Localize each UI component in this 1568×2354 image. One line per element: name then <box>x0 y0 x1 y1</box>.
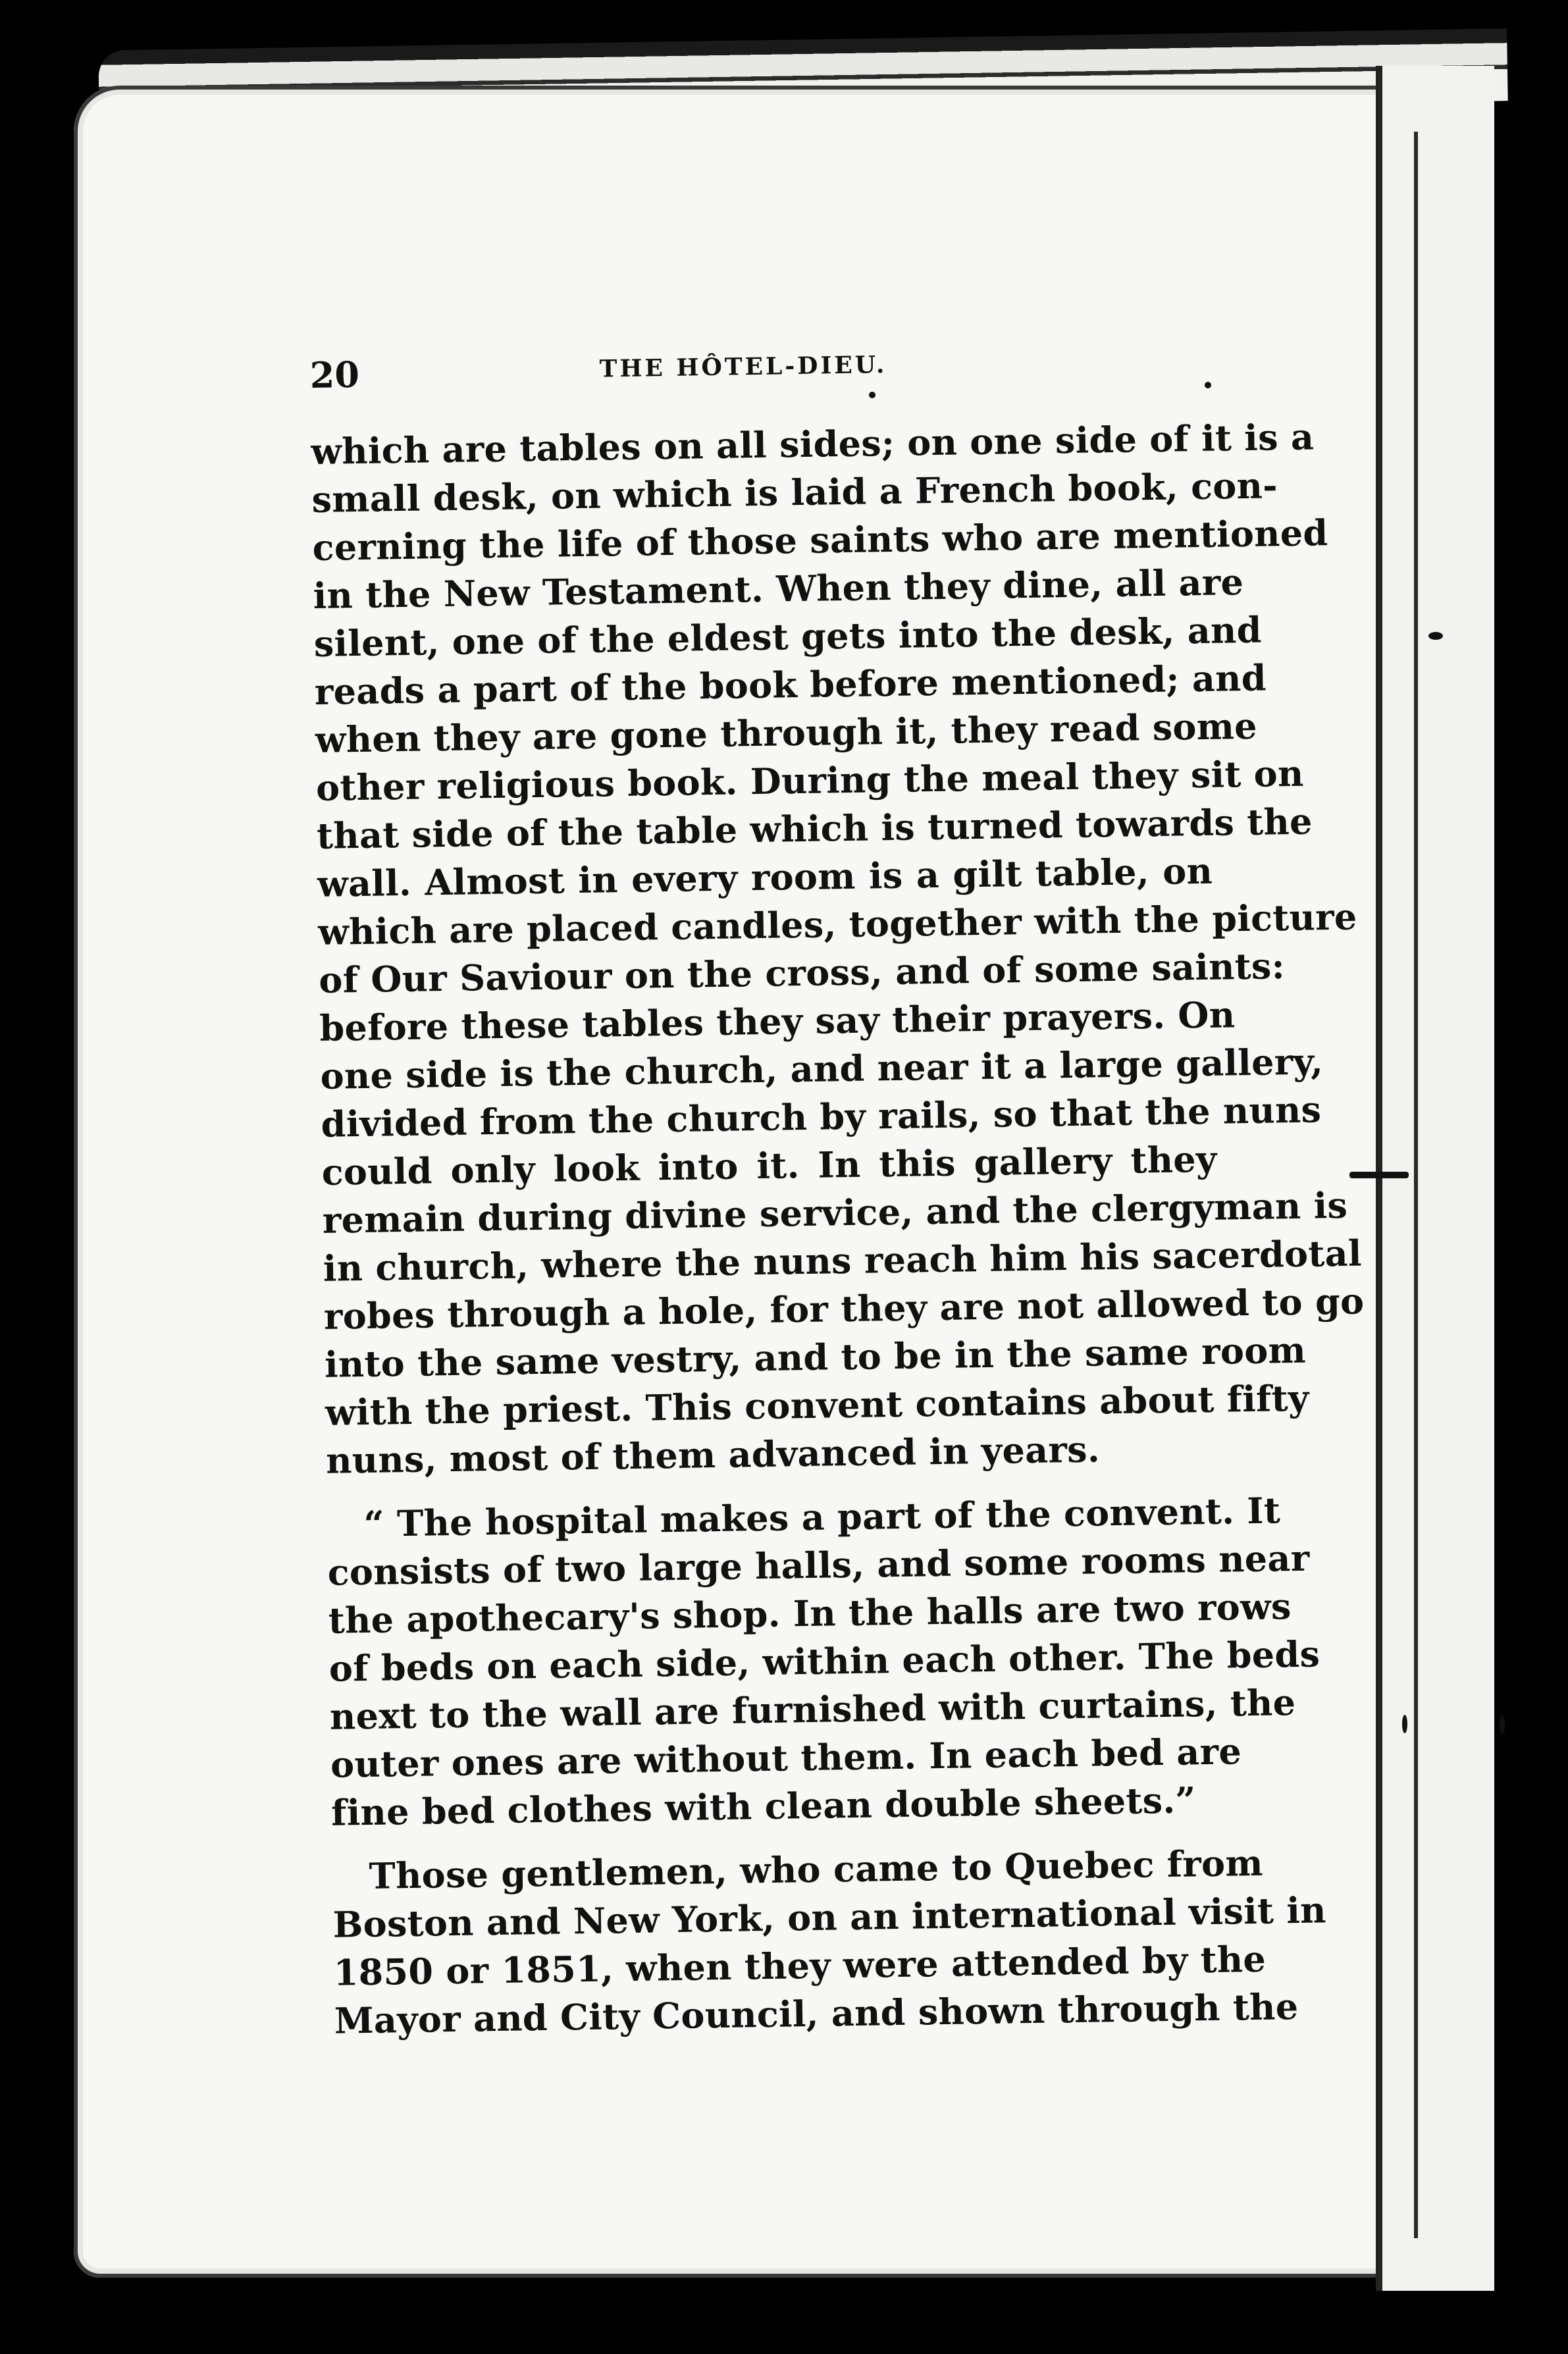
text-line: next to the wall are furnished with curtains, the <box>329 1681 1296 1738</box>
text-line: small desk, on which is laid a French book, con- <box>311 464 1278 521</box>
facing-page-edge <box>1376 66 1494 2291</box>
text-line: when they are gone through it, they read some <box>315 704 1258 761</box>
text-line: wall. Almost in every room is a gilt table, on <box>317 849 1213 905</box>
text-line: of Our Saviour on the cross, and of some saints: <box>318 945 1286 1001</box>
text-line: divided from the church by rails, so that the nuns <box>321 1088 1322 1145</box>
text-line: 1850 or 1851, when they were attended by the <box>333 1937 1267 1994</box>
page-content <box>309 329 1365 2045</box>
text-line: in the New Testament. When they dine, all are <box>313 560 1244 617</box>
text-line: reads a part of the book before mentioned; and <box>314 656 1267 713</box>
scan-speck <box>1500 1715 1505 1735</box>
text-line: Mayor and City Council, and shown through the <box>334 1985 1299 2042</box>
text-line: before these tables they say their prayers. On <box>319 993 1236 1049</box>
paragraph <box>327 1488 1320 1837</box>
text-line: one side is the church, and near it a large gallery, <box>320 1040 1324 1097</box>
text-line: Boston and New York, on an international visit in <box>332 1889 1327 1946</box>
text-line: “ The hospital makes a part of the convent. It <box>363 1489 1281 1545</box>
body-text <box>310 415 1365 2045</box>
scan-speck <box>1428 632 1443 640</box>
text-line: cerning the life of those saints who are mentioned <box>312 511 1328 569</box>
text-line: other religious book. During the meal they sit on <box>315 752 1304 809</box>
text-line: which are tables on all sides; on one side of it is a <box>310 415 1315 473</box>
text-line: robes through a hole, for they are not allowed to go <box>323 1280 1365 1338</box>
page-number: 20 <box>309 353 360 396</box>
text-line: nuns, most of them advanced in years. <box>325 1428 1101 1482</box>
scan-speck <box>1402 1715 1407 1733</box>
paragraph <box>310 415 1365 1485</box>
text-line: could only look into it. In this gallery they <box>321 1138 1218 1193</box>
text-line: in church, where the nuns reach him his sacerdotal <box>323 1232 1363 1290</box>
text-line: that side of the table which is turned towards the <box>316 800 1313 857</box>
text-line: remain during divine service, and the clergyman is <box>322 1184 1348 1242</box>
paragraph <box>332 1840 1327 2045</box>
text-line: Those gentlemen, who came to Quebec from <box>369 1841 1264 1897</box>
running-head: THE HÔTEL-DIEU. <box>599 350 887 383</box>
page-header <box>309 329 1205 402</box>
facing-page-rule <box>1414 132 1418 2238</box>
text-line: fine bed clothes with clean double sheets.” <box>330 1779 1197 1834</box>
text-line: with the priest. This convent contains about fifty <box>325 1376 1310 1434</box>
text-line: outer ones are without them. In each bed are <box>330 1730 1242 1786</box>
text-line: into the same vestry, and to be in the same room <box>324 1328 1307 1386</box>
text-line: consists of two large halls, and some rooms near <box>327 1536 1310 1594</box>
scan-speck <box>1205 382 1211 388</box>
text-line: silent, one of the eldest gets into the desk, and <box>313 608 1263 665</box>
text-line: the apothecary's shop. In the halls are two rows <box>328 1585 1292 1642</box>
text-line: which are placed candles, together with the picture <box>317 895 1357 953</box>
scan-speck <box>1349 1172 1409 1178</box>
text-line: of beds on each side, within each other. The beds <box>328 1633 1320 1690</box>
